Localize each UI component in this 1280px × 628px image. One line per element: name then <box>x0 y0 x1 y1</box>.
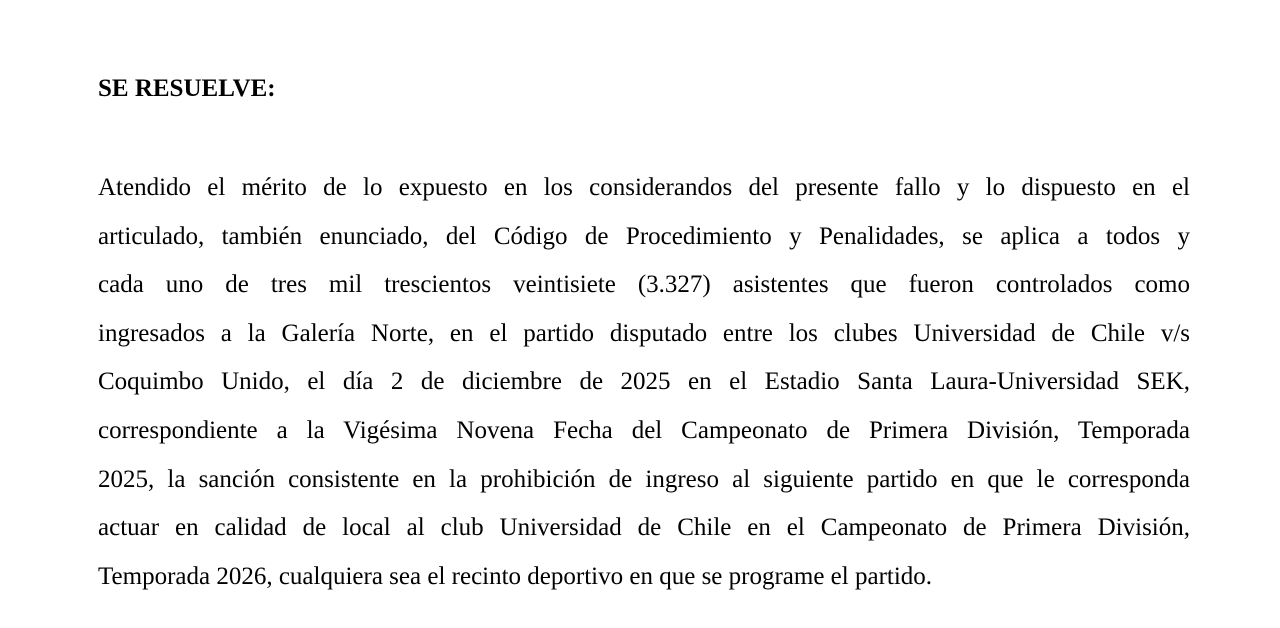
paragraph-line: Coquimbo Unido, el día 2 de diciembre de 2025 en el Estadio Santa Laura-Universidad SEK, <box>98 368 1190 396</box>
resolution-paragraph <box>98 164 1190 601</box>
paragraph-line: articulado, también enunciado, del Código de Procedimiento y Penalidades, se aplica a todos y <box>98 222 1190 250</box>
paragraph-line: Temporada 2026, cualquiera sea el recinto deportivo en que se programe el partido. <box>98 562 933 590</box>
paragraph-line: ingresados a la Galería Norte, en el partido disputado entre los clubes Universidad de Chile v/s <box>98 319 1190 347</box>
paragraph-line: 2025, la sanción consistente en la prohibición de ingreso al siguiente partido en que le corresponda <box>98 465 1190 493</box>
paragraph-line: cada uno de tres mil trescientos veintisiete (3.327) asistentes que fueron controlados como <box>98 271 1190 299</box>
document-page <box>98 0 1190 628</box>
section-heading: SE RESUELVE: <box>98 75 276 102</box>
paragraph-line: Atendido el mérito de lo expuesto en los considerandos del presente fallo y lo dispuesto en el <box>98 174 1190 201</box>
paragraph-line: correspondiente a la Vigésima Novena Fecha del Campeonato de Primera División, Temporada <box>98 416 1190 444</box>
paragraph-line: actuar en calidad de local al club Universidad de Chile en el Campeonato de Primera División, <box>98 514 1190 542</box>
